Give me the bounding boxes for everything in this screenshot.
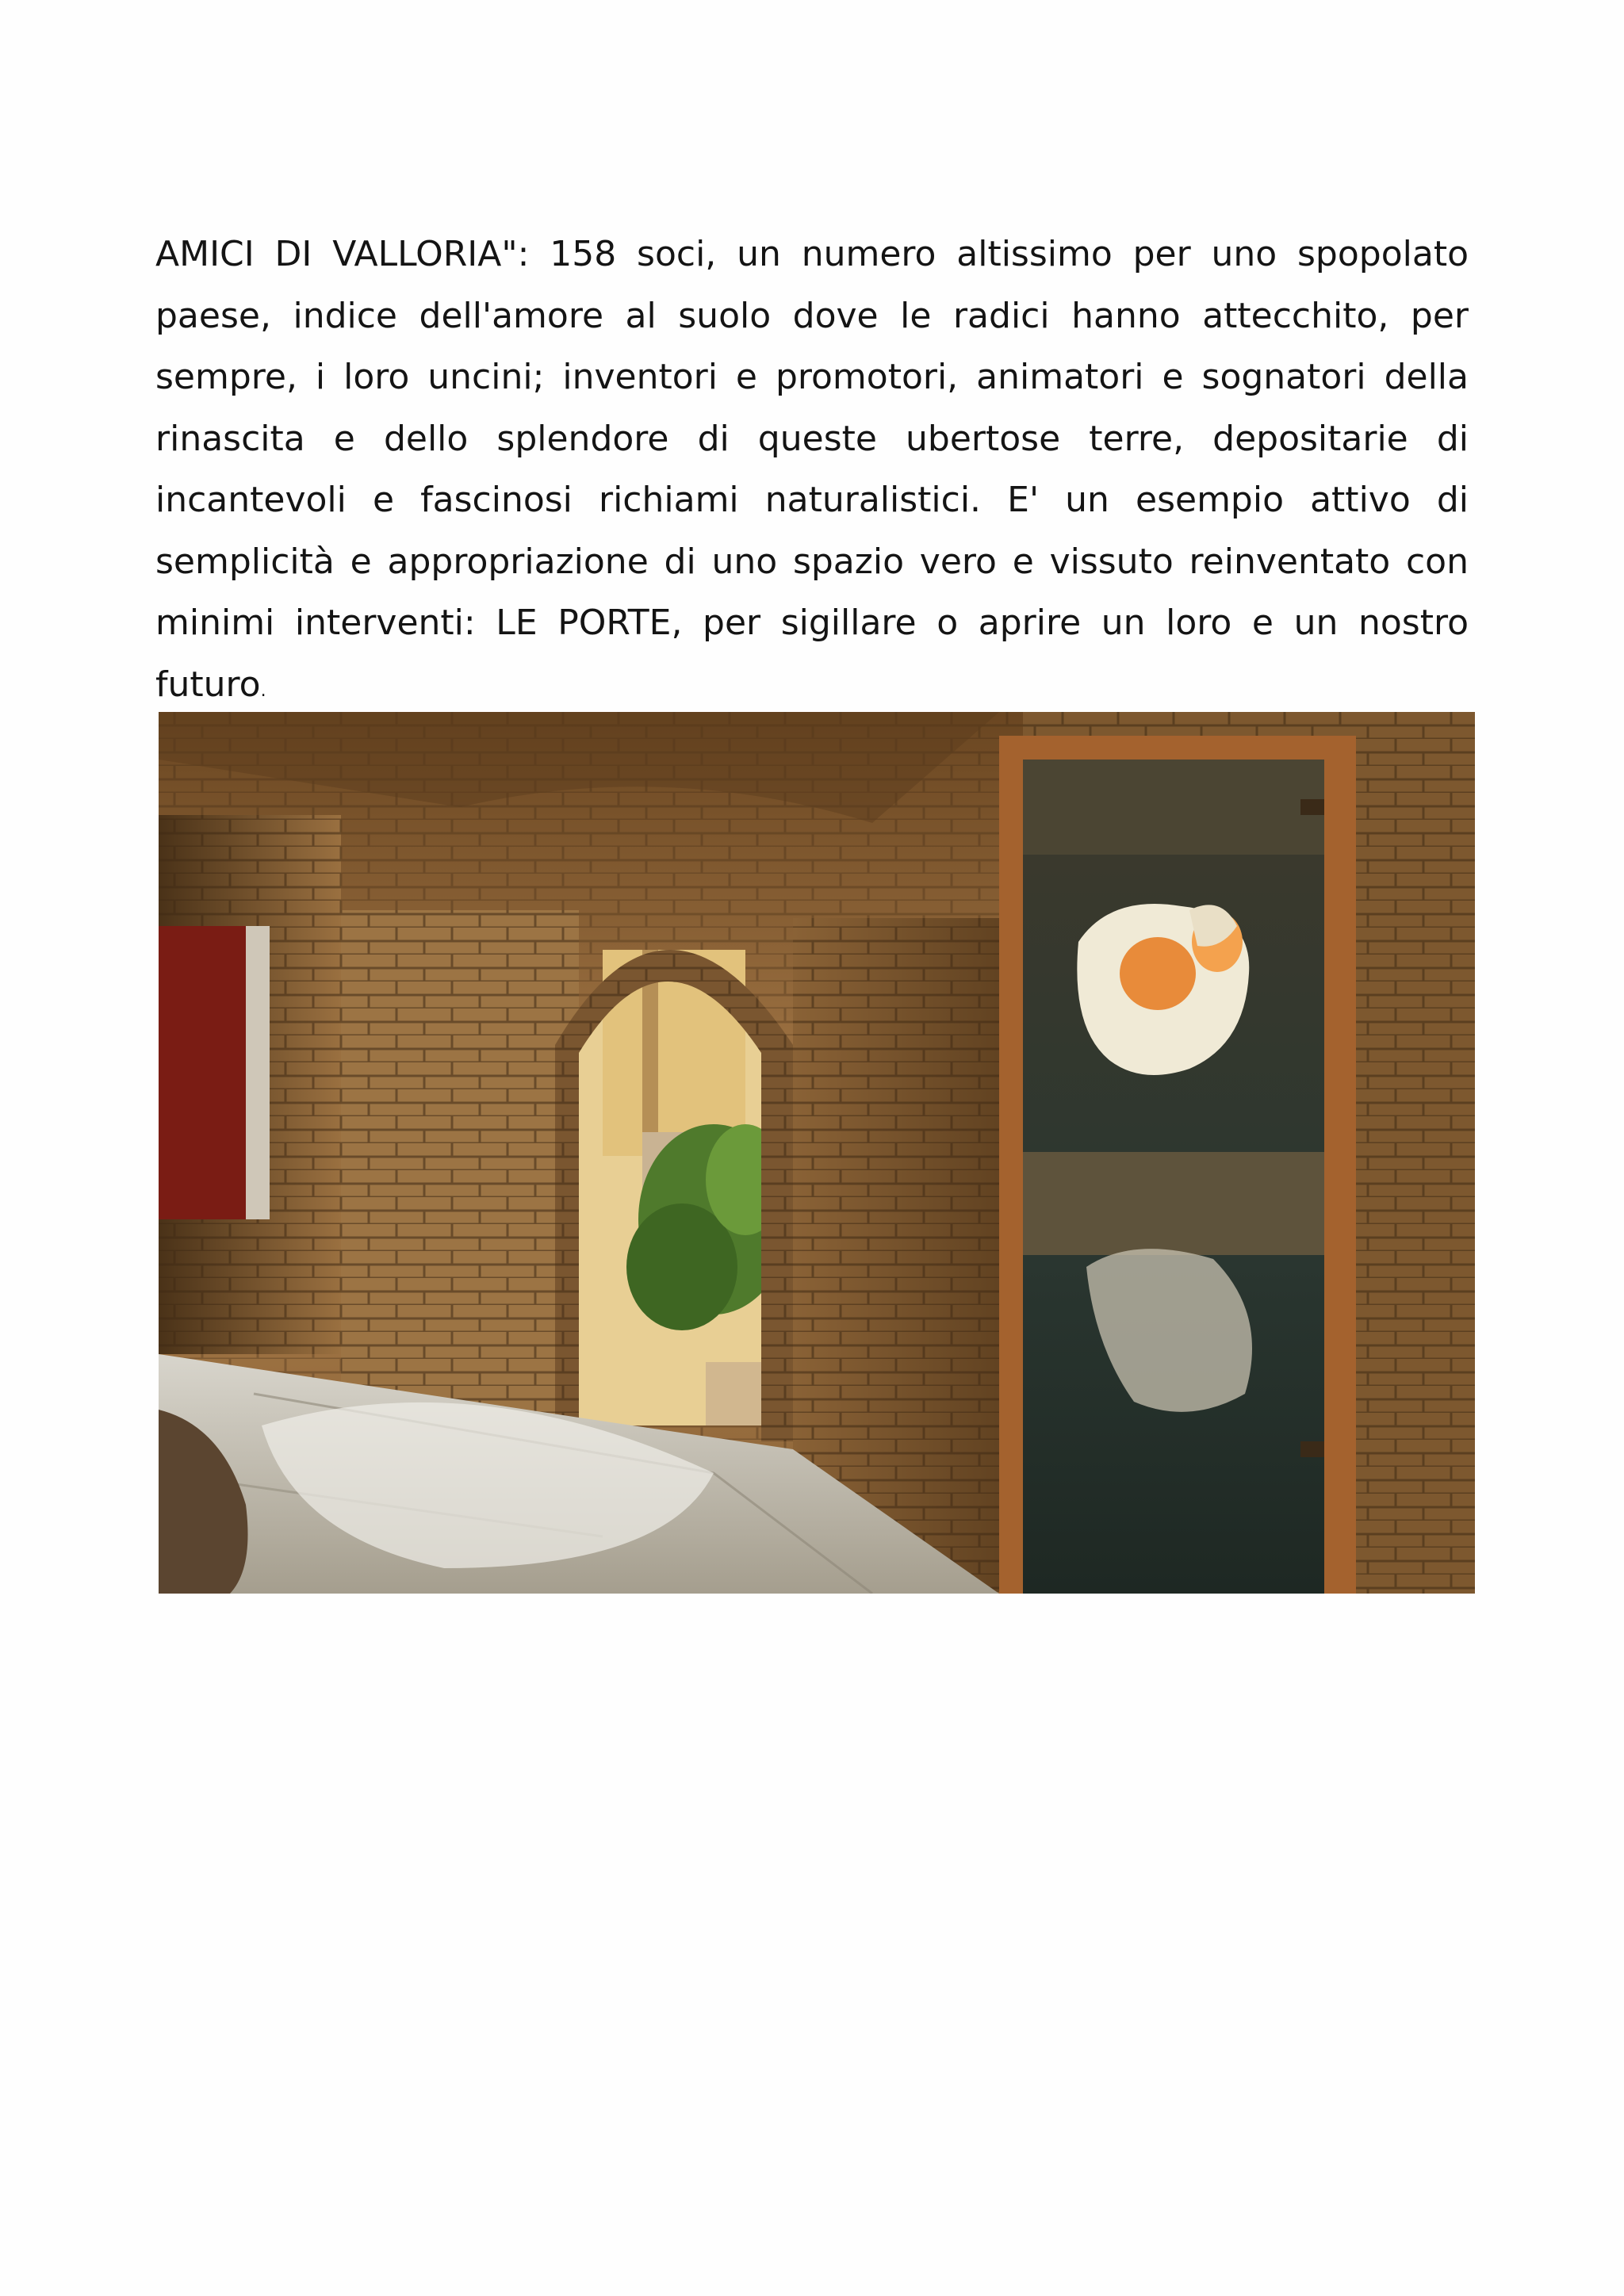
body-paragraph	[155, 224, 1469, 721]
stone-archway-photo	[159, 712, 1475, 1594]
stone-archway-illustration	[159, 712, 1475, 1594]
body-paragraph-text: AMICI DI VALLORIA": 158 soci, un numero altissimo per uno spopolato paese, indice dell'amore al suolo dove le radici hanno attecchito, per sempre, i loro uncini; inventori e promotori, animatori e sognatori della rinascita e dello splendore di queste ubertose terre, depositarie di incantevoli e fascinosi richiami naturalistici. E' un esempio attivo di semplicità e appropriazione di uno spazio vero e vissuto reinventato con minimi interventi: LE PORTE, per sigillare o aprire un loro e un nostro futuro	[155, 234, 1469, 705]
paragraph-end-mark: .	[260, 680, 266, 701]
